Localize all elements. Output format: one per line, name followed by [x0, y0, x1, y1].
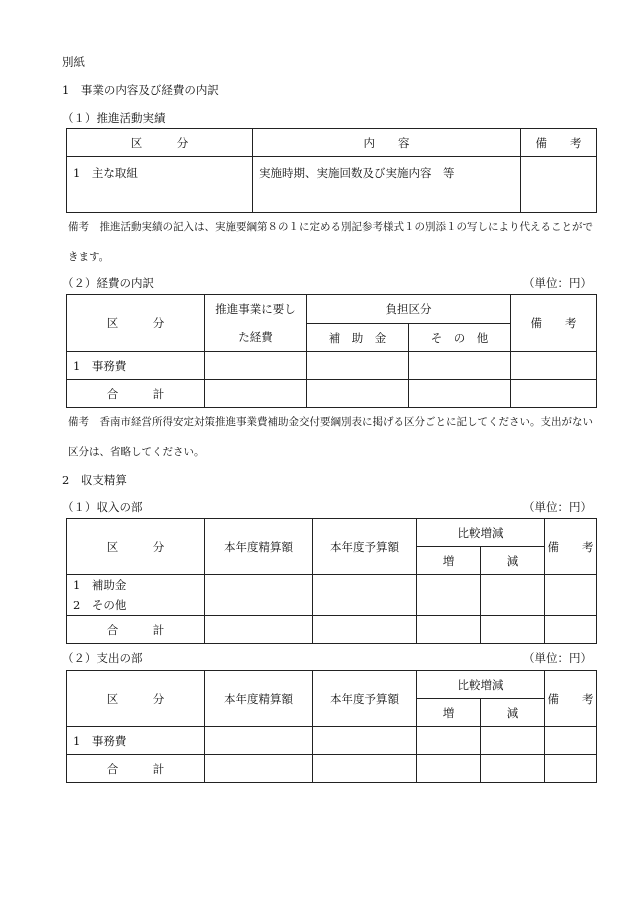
expense-header-settled: 本年度精算額 — [205, 671, 313, 727]
breakdown-header-cost — [205, 295, 307, 352]
income-cell — [417, 575, 481, 616]
expense-unit: （単位：円） — [523, 651, 592, 665]
income-table — [66, 518, 597, 644]
expense-cell — [481, 727, 545, 755]
breakdown-header-cost-line2: た経費 — [238, 330, 273, 344]
activity-header-content: 内 容 — [253, 129, 521, 157]
expense-breakdown-unit: （単位：円） — [523, 276, 592, 290]
activity-row-main: 1 主な取組 — [67, 157, 253, 213]
breakdown-header-subsidy: 補 助 金 — [307, 324, 409, 352]
income-header-budget: 本年度予算額 — [313, 519, 417, 575]
expense-table — [66, 670, 597, 783]
expense-row-office: 1 事務費 — [67, 727, 205, 755]
expense-cell — [205, 727, 313, 755]
breakdown-header-other: そ の 他 — [409, 324, 511, 352]
expense-note: 備考 香南市経営所得安定対策推進事業費補助金交付要綱別表に掲げる区分ごとに記してください。支出がない区分は、省略してください。 — [68, 416, 593, 458]
breakdown-cell — [205, 380, 307, 408]
breakdown-header-kubun: 区 分 — [67, 295, 205, 352]
income-row-other: 2 その他 — [73, 598, 127, 612]
income-title: （１）収入の部 — [62, 500, 143, 514]
income-cell — [481, 575, 545, 616]
expense-cell — [481, 755, 545, 783]
breakdown-cell — [307, 352, 409, 380]
income-cell — [481, 616, 545, 644]
breakdown-cell — [409, 352, 511, 380]
expense-header-budget: 本年度予算額 — [313, 671, 417, 727]
expense-cell — [545, 755, 597, 783]
breakdown-cell — [409, 380, 511, 408]
breakdown-header-remarks: 備 考 — [511, 295, 597, 352]
attachment-label: 別紙 — [62, 55, 85, 69]
income-cell — [313, 616, 417, 644]
income-row-total: 合 計 — [67, 616, 205, 644]
expense-cell — [417, 727, 481, 755]
income-header-increase: 増 — [417, 547, 481, 575]
income-cell — [545, 575, 597, 616]
income-row-subsidy: 1 補助金 — [73, 578, 127, 592]
income-header-settled: 本年度精算額 — [205, 519, 313, 575]
expense-cell — [417, 755, 481, 783]
expense-title: （２）支出の部 — [62, 651, 143, 665]
expense-header-kubun: 区 分 — [67, 671, 205, 727]
expense-header-remarks: 備 考 — [545, 671, 597, 727]
activity-note: 備考 推進活動実績の記入は、実施要綱第８の１に定める別記参考様式１の別添１の写しにより代えることができます。 — [68, 221, 593, 263]
breakdown-cell — [511, 380, 597, 408]
expense-header-increase: 増 — [417, 699, 481, 727]
expense-cell — [205, 755, 313, 783]
income-header-decrease: 減 — [481, 547, 545, 575]
expense-header-decrease: 減 — [481, 699, 545, 727]
expense-cell — [313, 755, 417, 783]
breakdown-header-cost-line1: 推進事業に要し — [215, 302, 296, 316]
breakdown-cell — [205, 352, 307, 380]
activity-header-kubun: 区 分 — [67, 129, 253, 157]
income-rows-items — [67, 575, 205, 616]
expense-cell — [313, 727, 417, 755]
income-cell — [205, 575, 313, 616]
activity-header-remarks: 備 考 — [521, 129, 597, 157]
activity-results-table — [66, 128, 597, 213]
breakdown-cell — [511, 352, 597, 380]
expense-cell — [545, 727, 597, 755]
activity-row-remarks — [521, 157, 597, 213]
section1-title: 1 事業の内容及び経費の内訳 — [62, 83, 219, 97]
breakdown-row-total: 合 計 — [67, 380, 205, 408]
income-cell — [417, 616, 481, 644]
breakdown-row-office: 1 事務費 — [67, 352, 205, 380]
income-header-kubun: 区 分 — [67, 519, 205, 575]
expense-breakdown-table — [66, 294, 597, 408]
income-cell — [545, 616, 597, 644]
income-header-remarks: 備 考 — [545, 519, 597, 575]
expense-header-compare: 比較増減 — [417, 671, 545, 699]
expense-row-total: 合 計 — [67, 755, 205, 783]
section2-title: 2 収支精算 — [62, 473, 127, 487]
income-cell — [205, 616, 313, 644]
activity-results-title: （１）推進活動実績 — [62, 111, 166, 125]
expense-breakdown-title: （２）経費の内訳 — [62, 276, 154, 290]
activity-row-content: 実施時期、実施回数及び実施内容 等 — [253, 157, 521, 213]
income-cell — [313, 575, 417, 616]
breakdown-header-burden: 負担区分 — [307, 295, 511, 324]
breakdown-cell — [307, 380, 409, 408]
income-unit: （単位：円） — [523, 500, 592, 514]
income-header-compare: 比較増減 — [417, 519, 545, 547]
